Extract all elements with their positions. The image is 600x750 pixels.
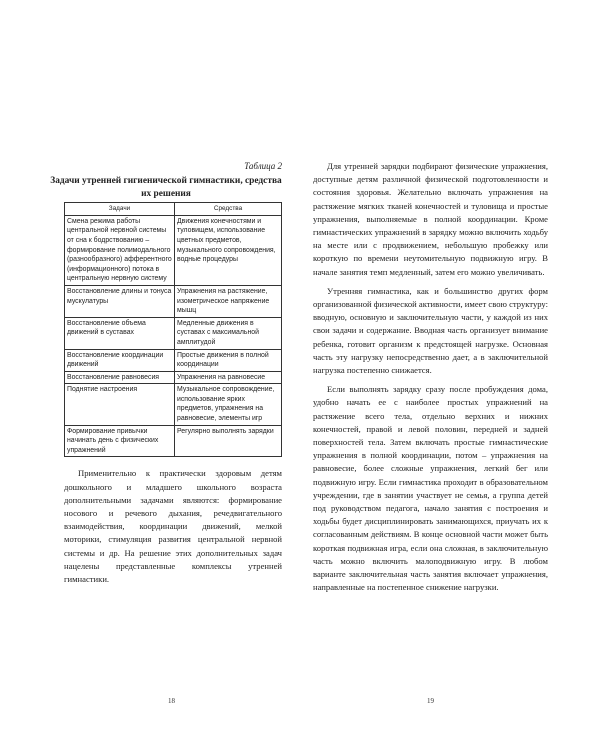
table-row <box>65 384 282 425</box>
means-cell: Упражнения на равновесие <box>175 371 282 384</box>
means-cell: Музыкальное сопровождение, использование ярких предметов, упражнения на равновесие, элементы игр <box>175 384 282 425</box>
body-paragraph: Применительно к практически здоровым детям дошкольного и младшего школьного возраста дополнительными задачами являются: формирование носового и речевого дыхания, речедвигательного взаимодействия, координации движений, мелкой моторики, стимуляция развития центральной нервной системы и др. На решение этих дополнительных задач нацелены представленные комплексы утренней гимнастики. <box>64 468 282 585</box>
table-row <box>65 285 282 317</box>
task-cell: Поднятие настроения <box>65 384 175 425</box>
means-cell: Регулярно выполнять зарядки <box>175 425 282 457</box>
table-row <box>65 215 282 285</box>
table-row <box>65 349 282 371</box>
task-cell: Смена режима работы центральной нервной системы от сна к бодрствованию – формирование полимодального (разнообразного) афферентного (информационного) потока в центральную нервную систему <box>65 215 175 285</box>
page-number: 19 <box>427 697 434 705</box>
task-cell: Восстановление длины и тонуса мускулатуры <box>65 285 175 317</box>
task-cell: Восстановление равновесия <box>65 371 175 384</box>
means-cell: Простые движения в полной координации <box>175 349 282 371</box>
table-header-row <box>65 203 282 216</box>
means-cell: Упражнения на растяжение, изометрическое напряжение мышц <box>175 285 282 317</box>
body-paragraph: Утренняя гимнастика, как и большинство других форм организованной физической активности, имеет свою структуру: вводную, основную и заключительную части, у каждой из них свои задачи и содержание. Вводная часть организует внимание ребенка, готовит организм к предстоящей нагрузке. Основная часть эту нагрузку непосредственно дает, а в заключительной нагрузка постепенно снижается. <box>313 285 548 376</box>
tasks-table <box>64 202 282 457</box>
table-row <box>65 371 282 384</box>
page-number: 18 <box>168 697 175 705</box>
table-row <box>65 425 282 457</box>
table-row <box>65 317 282 349</box>
task-cell: Формирование привычки начинать день с физических упражнений <box>65 425 175 457</box>
body-paragraph: Для утренней зарядки подбирают физические упражнения, доступные детям различной физической подготовленности и состояния здоровья. Желательно включать упражнения на растяжение мягких тканей конечностей и туловища и простые упражнения, выполняемые в полной координации. Кроме гимнастических упражнений в зарядку можно включить ходьбу на месте или с продвижением, небольшую пробежку или короткую по времени неутомительную подвижную игру. В начале занятия темп медленный, затем его можно увеличивать. <box>313 161 548 277</box>
task-cell: Восстановление объема движений в суставах <box>65 317 175 349</box>
header-tasks: Задачи <box>65 203 175 216</box>
body-paragraph: Если выполнять зарядку сразу после пробуждения дома, удобно начать ее с наиболее простых упражнений на растяжение всего тела, отдельно верхних и нижних конечностей, правой и левой половин, передней и задней поверхностей тела. Затем включать простые гимнастические упражнения в полной координации, потом – упражнения на равновесие, более сложные упражнения, легкий бег или подвижную игру. Если гимнастика проходит в образовательном учреждении, где в занятии участвует не семья, а группа детей под руководством педагога, начало занятия с построения и ходьбы будет дисциплинировать занимающихся, приучать их к согласованным действиям. В конце основной части может быть короткая подвижная игра, если она сложная, в заключительную часть можно включить малоподвижную игру. В любом варианте заключительная часть занятия включает упражнения, направленные на постепенное снижение нагрузки. <box>313 384 548 593</box>
header-means: Средства <box>175 203 282 216</box>
left-page <box>50 160 282 586</box>
means-cell: Движения конечностями и туловищем, использование цветных предметов, музыкального сопровождения, водные процедуры <box>175 215 282 285</box>
right-page <box>313 160 548 601</box>
task-cell: Восстановление координации движений <box>65 349 175 371</box>
table-label: Таблица 2 <box>244 161 282 171</box>
means-cell: Медленные движения в суставах с максимальной амплитудой <box>175 317 282 349</box>
table-title: Задачи утренней гигиенической гимнастики, средства их решения <box>50 176 282 199</box>
